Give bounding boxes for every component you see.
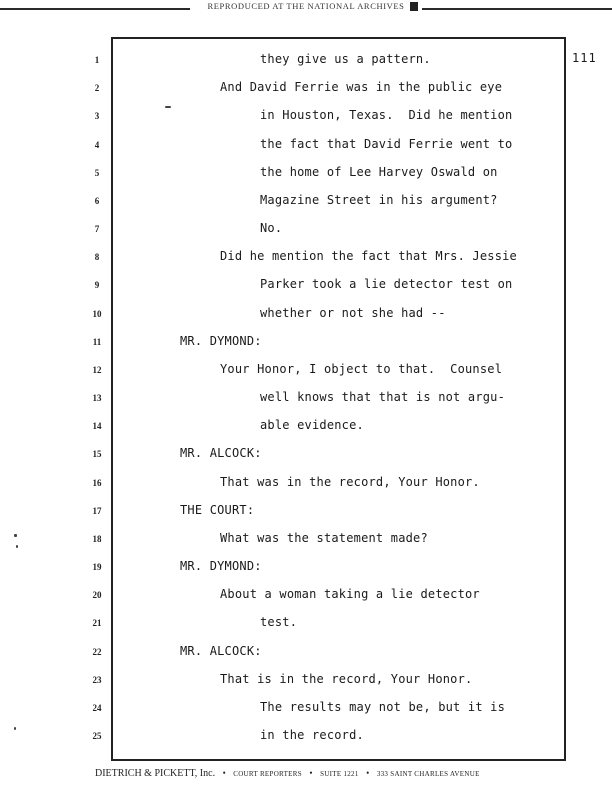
archive-header: REPRODUCED AT THE NATIONAL ARCHIVES xyxy=(190,0,422,12)
line-number: 7 xyxy=(94,224,100,235)
line-text: Parker took a lie detector test on xyxy=(260,277,513,292)
line-number: 4 xyxy=(94,139,100,150)
footer-separator: • xyxy=(366,768,370,778)
line-number: 6 xyxy=(94,195,100,206)
footer-company: DIETRICH & PICKETT, Inc. xyxy=(95,768,216,779)
line-number: 15 xyxy=(92,449,102,460)
archive-stamp-mark xyxy=(410,2,418,11)
line-number: 12 xyxy=(92,364,102,375)
header-rule-left xyxy=(0,8,190,10)
line-text: test. xyxy=(260,615,298,630)
line-text: The results may not be, but it is xyxy=(260,699,506,714)
line-text: Your Honor, I object to that. Counsel xyxy=(220,361,503,376)
line-number: 18 xyxy=(92,533,102,544)
line-text: About a woman taking a lie detector xyxy=(220,587,480,602)
line-number: 10 xyxy=(92,308,102,319)
scan-speck xyxy=(16,545,18,548)
frame-bottom-rule xyxy=(111,759,566,761)
line-text: the home of Lee Harvey Oswald on xyxy=(260,164,498,179)
line-number: 20 xyxy=(92,590,102,601)
frame-top-rule xyxy=(111,37,566,39)
scan-speck xyxy=(14,727,16,730)
line-text: What was the statement made? xyxy=(220,530,428,545)
line-text: MR. ALCOCK: xyxy=(180,643,262,658)
footer-address: 333 SAINT CHARLES AVENUE xyxy=(376,770,480,778)
line-number: 1 xyxy=(94,55,100,65)
line-number: 24 xyxy=(92,702,102,713)
line-text: Did he mention the fact that Mrs. Jessie xyxy=(220,249,517,264)
line-number: 8 xyxy=(94,252,100,263)
line-text: well knows that that is not argu- xyxy=(260,390,506,405)
scan-speck xyxy=(165,106,171,108)
line-text: in Houston, Texas. Did he mention xyxy=(260,108,513,123)
line-text: whether or not she had -- xyxy=(260,305,446,320)
line-text: And David Ferrie was in the public eye xyxy=(220,80,503,95)
line-text: That was in the record, Your Honor. xyxy=(220,474,480,489)
line-number: 5 xyxy=(94,167,100,178)
line-number: 2 xyxy=(94,83,100,94)
header-rule-right xyxy=(422,8,612,10)
line-text: MR. ALCOCK: xyxy=(180,446,262,461)
line-number: 21 xyxy=(92,618,102,629)
line-number: 22 xyxy=(92,646,102,657)
line-text: MR. DYMOND: xyxy=(180,333,262,348)
footer-separator: • xyxy=(309,768,313,778)
footer-suite: SUITE 1221 xyxy=(320,770,359,778)
line-number: 17 xyxy=(92,505,102,516)
line-number: 9 xyxy=(94,280,100,291)
line-number: 23 xyxy=(92,674,102,685)
line-number: 14 xyxy=(92,421,102,432)
line-text: MR. DYMOND: xyxy=(180,559,262,574)
line-number: 19 xyxy=(92,562,102,573)
page-number: 111 xyxy=(572,51,597,65)
line-text: in the record. xyxy=(260,728,364,743)
footer-separator: • xyxy=(222,768,226,778)
line-text: they give us a pattern. xyxy=(260,52,431,66)
line-text: Magazine Street in his argument? xyxy=(260,192,498,207)
footer xyxy=(95,768,565,779)
footer-role: COURT REPORTERS xyxy=(233,770,302,778)
scan-speck xyxy=(14,534,17,537)
line-text: able evidence. xyxy=(260,418,364,433)
line-text: That is in the record, Your Honor. xyxy=(220,671,473,686)
line-text: No. xyxy=(260,221,283,236)
line-text: THE COURT: xyxy=(180,502,255,517)
line-number: 25 xyxy=(92,731,102,742)
line-text: the fact that David Ferrie went to xyxy=(260,136,513,151)
line-number: 13 xyxy=(92,393,102,404)
line-number: 11 xyxy=(92,336,102,347)
line-number: 3 xyxy=(94,111,100,122)
line-number: 16 xyxy=(92,477,102,488)
